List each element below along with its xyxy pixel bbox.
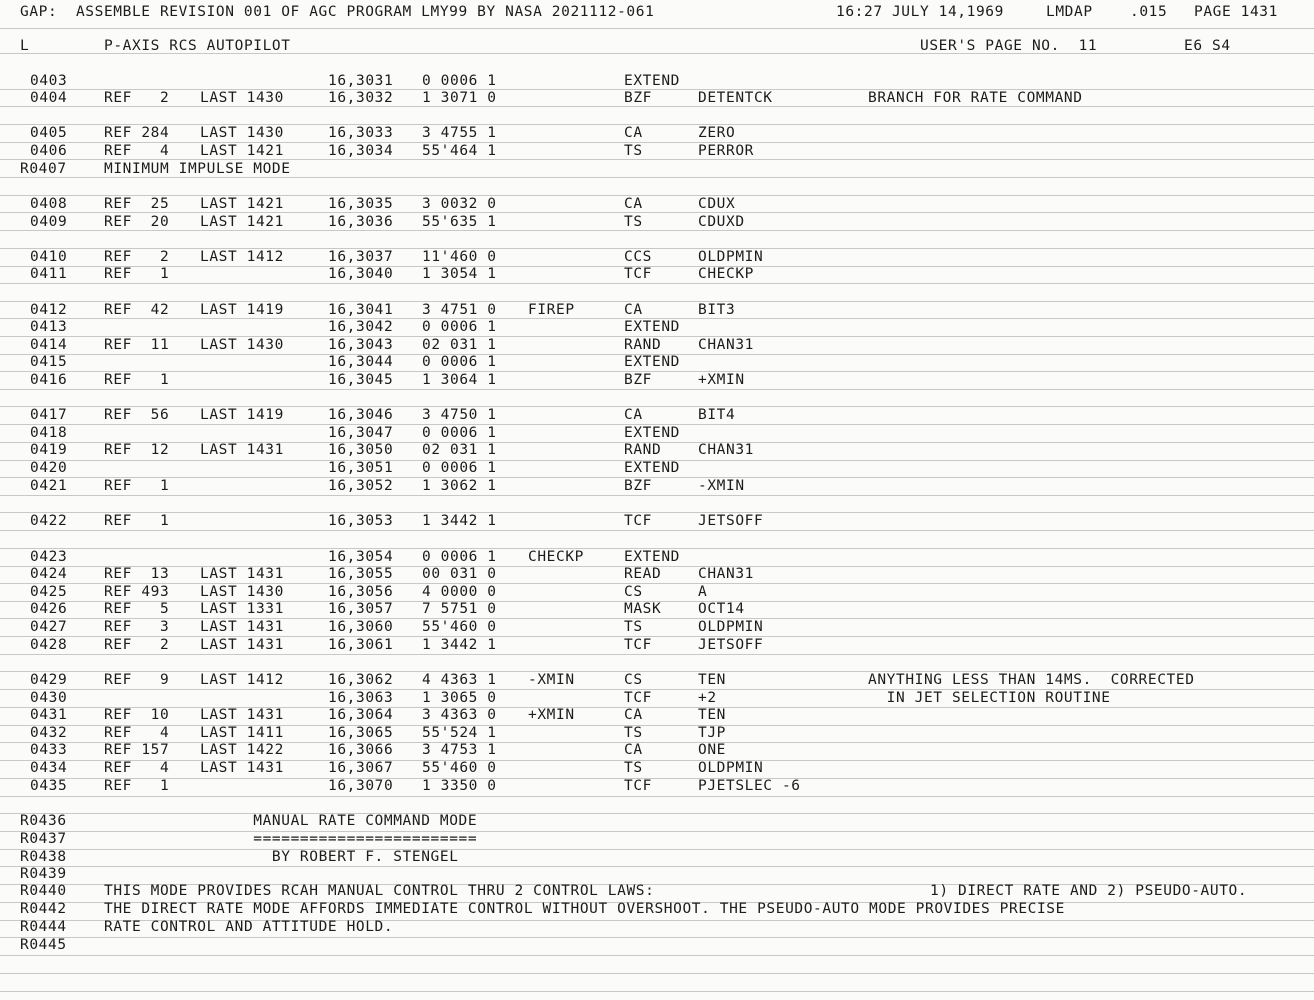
listing-word: 1 3071 0 <box>422 90 497 106</box>
listing-op: EXTEND <box>624 549 680 565</box>
listing-word: 3 4753 1 <box>422 742 497 758</box>
listing-addr: 16,3036 <box>328 214 394 230</box>
line-number: 0404 <box>30 90 68 106</box>
listing-word: 1 3064 1 <box>422 372 497 388</box>
subheader-marker: L <box>20 38 30 54</box>
listing-operand: PJETSLEC -6 <box>698 778 801 794</box>
listing-operand: ZERO <box>698 125 736 141</box>
ruled-line <box>0 142 1314 143</box>
ruled-line <box>0 248 1314 249</box>
listing-op: CS <box>624 672 643 688</box>
line-number: 0424 <box>30 566 68 582</box>
listing-ref: REF 20 <box>104 214 170 230</box>
listing-addr: 16,3062 <box>328 672 394 688</box>
listing-addr: 16,3061 <box>328 637 394 653</box>
listing-operand: TEN <box>698 707 726 723</box>
listing-addr: 16,3053 <box>328 513 394 529</box>
listing-operand: CHAN31 <box>698 566 754 582</box>
listing-addr: 16,3054 <box>328 549 394 565</box>
ruled-line <box>0 583 1314 584</box>
listing-addr: 16,3046 <box>328 407 394 423</box>
listing-ref: REF 3 <box>104 619 170 635</box>
listing-addr: 16,3031 <box>328 73 394 89</box>
listing-addr: 16,3032 <box>328 90 394 106</box>
listing-word: 00 031 0 <box>422 566 497 582</box>
listing-word: 0 0006 1 <box>422 425 497 441</box>
listing-op: BZF <box>624 90 652 106</box>
listing-word: 55'460 0 <box>422 619 497 635</box>
listing-op: CCS <box>624 249 652 265</box>
listing-word: 55'460 0 <box>422 760 497 776</box>
listing-ref: REF 9 <box>104 672 170 688</box>
listing-ref: REF 5 <box>104 601 170 617</box>
listing-op: CA <box>624 742 643 758</box>
header-program: LMDAP <box>1046 4 1093 20</box>
listing-operand: CHAN31 <box>698 337 754 353</box>
listing-addr: 16,3033 <box>328 125 394 141</box>
listing-addr: 16,3066 <box>328 742 394 758</box>
listing-ref: REF 4 <box>104 725 170 741</box>
listing-operand: CHAN31 <box>698 442 754 458</box>
line-number: 0415 <box>30 354 68 370</box>
listing-operand: OCT14 <box>698 601 745 617</box>
user-page-number: USER'S PAGE NO. 11 <box>920 38 1098 54</box>
listing-operand: CHECKP <box>698 266 754 282</box>
listing-op: EXTEND <box>624 354 680 370</box>
ruled-line <box>0 28 1314 29</box>
listing-operand: OLDPMIN <box>698 760 764 776</box>
listing-word: 55'524 1 <box>422 725 497 741</box>
ruled-line <box>0 89 1314 90</box>
listing-addr: 16,3064 <box>328 707 394 723</box>
ruled-line <box>0 530 1314 531</box>
line-number: R0440 <box>20 883 67 899</box>
listing-word: 0 0006 1 <box>422 460 497 476</box>
listing-word: 4 4363 1 <box>422 672 497 688</box>
listing-op: TS <box>624 725 643 741</box>
listing-addr: 16,3065 <box>328 725 394 741</box>
listing-word: 3 4750 1 <box>422 407 497 423</box>
listing-ref: REF 157 <box>104 742 170 758</box>
listing-op: READ <box>624 566 662 582</box>
line-number: 0409 <box>30 214 68 230</box>
listing-word: 0 0006 1 <box>422 319 497 335</box>
remark-tail: 1) DIRECT RATE AND 2) PSEUDO-AUTO. <box>930 883 1248 899</box>
line-number: R0436 <box>20 813 67 829</box>
listing-label: FIREP <box>528 302 575 318</box>
listing-op: TCF <box>624 690 652 706</box>
listing-last: LAST 1412 <box>200 249 284 265</box>
line-number: R0442 <box>20 901 67 917</box>
ruled-line <box>0 212 1314 213</box>
ruled-line <box>0 512 1314 513</box>
ruled-line <box>0 495 1314 496</box>
listing-addr: 16,3060 <box>328 619 394 635</box>
ruled-line <box>0 654 1314 655</box>
listing-addr: 16,3056 <box>328 584 394 600</box>
line-number: 0433 <box>30 742 68 758</box>
listing-addr: 16,3047 <box>328 425 394 441</box>
listing-operand: BIT3 <box>698 302 736 318</box>
line-number: 0410 <box>30 249 68 265</box>
listing-ref: REF 4 <box>104 143 170 159</box>
line-number: 0431 <box>30 707 68 723</box>
listing-ref: REF 10 <box>104 707 170 723</box>
listing-op: TS <box>624 214 643 230</box>
listing-word: 1 3350 0 <box>422 778 497 794</box>
listing-addr: 16,3037 <box>328 249 394 265</box>
line-number: 0429 <box>30 672 68 688</box>
listing-addr: 16,3051 <box>328 460 394 476</box>
listing-last: LAST 1431 <box>200 442 284 458</box>
section-title: P-AXIS RCS AUTOPILOT <box>104 38 291 54</box>
ruled-line <box>0 266 1314 267</box>
ruled-line <box>0 230 1314 231</box>
line-number: 0419 <box>30 442 68 458</box>
line-number: R0437 <box>20 831 67 847</box>
line-number: 0403 <box>30 73 68 89</box>
line-number: 0427 <box>30 619 68 635</box>
listing-last: LAST 1430 <box>200 90 284 106</box>
listing-label: +XMIN <box>528 707 575 723</box>
listing-addr: 16,3067 <box>328 760 394 776</box>
listing-operand: TJP <box>698 725 726 741</box>
ruled-line <box>0 106 1314 107</box>
listing-ref: REF 2 <box>104 90 170 106</box>
listing-op: CA <box>624 196 643 212</box>
listing-operand: JETSOFF <box>698 513 764 529</box>
listing-operand: JETSOFF <box>698 637 764 653</box>
ruled-line <box>0 991 1314 992</box>
ruled-line <box>0 742 1314 743</box>
line-number: R0445 <box>20 937 67 953</box>
listing-comment: IN JET SELECTION ROUTINE <box>868 690 1111 706</box>
listing-operand: +XMIN <box>698 372 745 388</box>
listing-word: 1 3065 0 <box>422 690 497 706</box>
listing-op: TCF <box>624 778 652 794</box>
ruled-line <box>0 371 1314 372</box>
listing-word: 3 0032 0 <box>422 196 497 212</box>
listing-op: EXTEND <box>624 73 680 89</box>
ruled-line <box>0 301 1314 302</box>
listing-addr: 16,3044 <box>328 354 394 370</box>
line-number: R0438 <box>20 849 67 865</box>
listing-addr: 16,3034 <box>328 143 394 159</box>
remark-text: MINIMUM IMPULSE MODE <box>104 161 291 177</box>
remark-text: RATE CONTROL AND ATTITUDE HOLD. <box>104 919 394 935</box>
listing-word: 55'635 1 <box>422 214 497 230</box>
line-number: 0414 <box>30 337 68 353</box>
listing-addr: 16,3035 <box>328 196 394 212</box>
line-number: 0406 <box>30 143 68 159</box>
ruled-line <box>0 618 1314 619</box>
listing-addr: 16,3055 <box>328 566 394 582</box>
ruled-line <box>0 796 1314 797</box>
header-code: .015 <box>1130 4 1168 20</box>
remark-text: BY ROBERT F. STENGEL <box>104 849 459 865</box>
line-number: 0435 <box>30 778 68 794</box>
ruled-line <box>0 866 1314 867</box>
listing-word: 02 031 1 <box>422 337 497 353</box>
listing-word: 1 3442 1 <box>422 513 497 529</box>
line-number: 0422 <box>30 513 68 529</box>
listing-word: 4 0000 0 <box>422 584 497 600</box>
listing-word: 0 0006 1 <box>422 549 497 565</box>
listing-last: LAST 1419 <box>200 302 284 318</box>
line-number: 0408 <box>30 196 68 212</box>
listing-op: CS <box>624 584 643 600</box>
listing-operand: ONE <box>698 742 726 758</box>
listing-last: LAST 1421 <box>200 143 284 159</box>
listing-op: EXTEND <box>624 460 680 476</box>
ruled-line <box>0 689 1314 690</box>
line-number: 0426 <box>30 601 68 617</box>
listing-last: LAST 1430 <box>200 337 284 353</box>
listing-operand: OLDPMIN <box>698 619 764 635</box>
listing-op: CA <box>624 707 643 723</box>
listing-addr: 16,3043 <box>328 337 394 353</box>
listing-addr: 16,3041 <box>328 302 394 318</box>
listing-word: 55'464 1 <box>422 143 497 159</box>
listing-word: 3 4755 1 <box>422 125 497 141</box>
listing-ref: REF 25 <box>104 196 170 212</box>
ruled-line <box>0 283 1314 284</box>
listing-op: CA <box>624 302 643 318</box>
listing-op: CA <box>624 125 643 141</box>
listing-last: LAST 1430 <box>200 584 284 600</box>
listing-last: LAST 1431 <box>200 707 284 723</box>
listing-ref: REF 4 <box>104 760 170 776</box>
line-number: 0418 <box>30 425 68 441</box>
ruled-line <box>0 760 1314 761</box>
listing-operand: +2 <box>698 690 717 706</box>
listing-op: MASK <box>624 601 662 617</box>
header-time-date: 16:27 JULY 14,1969 <box>836 4 1004 20</box>
listing-op: RAND <box>624 442 662 458</box>
listing-ref: REF 42 <box>104 302 170 318</box>
listing-operand: PERROR <box>698 143 754 159</box>
ruled-line <box>0 707 1314 708</box>
listing-label: CHECKP <box>528 549 584 565</box>
listing-word: 0 0006 1 <box>422 73 497 89</box>
line-number: 0428 <box>30 637 68 653</box>
ruled-line <box>0 477 1314 478</box>
listing-word: 1 3054 1 <box>422 266 497 282</box>
listing-operand: DETENTCK <box>698 90 773 106</box>
line-number: 0432 <box>30 725 68 741</box>
listing-last: LAST 1431 <box>200 566 284 582</box>
listing-ref: REF 493 <box>104 584 170 600</box>
line-number: 0405 <box>30 125 68 141</box>
listing-op: BZF <box>624 372 652 388</box>
ruled-line <box>0 725 1314 726</box>
listing-addr: 16,3045 <box>328 372 394 388</box>
line-number: 0430 <box>30 690 68 706</box>
listing-word: 0 0006 1 <box>422 354 497 370</box>
ruled-line <box>0 937 1314 938</box>
line-number: 0425 <box>30 584 68 600</box>
listing-word: 3 4363 0 <box>422 707 497 723</box>
listing-ref: REF 1 <box>104 478 170 494</box>
listing-op: EXTEND <box>624 425 680 441</box>
listing-ref: REF 284 <box>104 125 170 141</box>
ruled-line <box>0 406 1314 407</box>
listing-op: EXTEND <box>624 319 680 335</box>
listing-ref: REF 56 <box>104 407 170 423</box>
listing-word: 1 3062 1 <box>422 478 497 494</box>
listing-ref: REF 2 <box>104 249 170 265</box>
listing-last: LAST 1419 <box>200 407 284 423</box>
listing-comment: BRANCH FOR RATE COMMAND <box>868 90 1083 106</box>
ruled-line <box>0 955 1314 956</box>
listing-last: LAST 1331 <box>200 601 284 617</box>
listing-operand: TEN <box>698 672 726 688</box>
ruled-line <box>0 177 1314 178</box>
listing-addr: 16,3040 <box>328 266 394 282</box>
listing-ref: REF 11 <box>104 337 170 353</box>
ruled-line <box>0 636 1314 637</box>
line-number: R0439 <box>20 866 67 882</box>
listing-ref: REF 1 <box>104 778 170 794</box>
listing-addr: 16,3063 <box>328 690 394 706</box>
line-number: 0411 <box>30 266 68 282</box>
listing-addr: 16,3050 <box>328 442 394 458</box>
ruled-line <box>0 124 1314 125</box>
listing-ref: REF 12 <box>104 442 170 458</box>
listing-ref: REF 1 <box>104 266 170 282</box>
listing-last: LAST 1412 <box>200 672 284 688</box>
line-number: 0413 <box>30 319 68 335</box>
line-number: 0421 <box>30 478 68 494</box>
listing-addr: 16,3052 <box>328 478 394 494</box>
listing-word: 02 031 1 <box>422 442 497 458</box>
listing-op: TCF <box>624 513 652 529</box>
listing-ref: REF 13 <box>104 566 170 582</box>
listing-word: 7 5751 0 <box>422 601 497 617</box>
line-number: 0423 <box>30 549 68 565</box>
listing-op: TCF <box>624 266 652 282</box>
listing-ref: REF 2 <box>104 637 170 653</box>
listing-last: LAST 1422 <box>200 742 284 758</box>
line-number: R0407 <box>20 161 67 177</box>
subheader-ref: E6 S4 <box>1184 38 1231 54</box>
listing-operand: CDUXD <box>698 214 745 230</box>
listing-addr: 16,3057 <box>328 601 394 617</box>
line-number: 0416 <box>30 372 68 388</box>
listing-operand: BIT4 <box>698 407 736 423</box>
listing-ref: REF 1 <box>104 513 170 529</box>
ruled-line <box>0 973 1314 974</box>
line-number: 0434 <box>30 760 68 776</box>
ruled-line <box>0 195 1314 196</box>
line-number: 0417 <box>30 407 68 423</box>
listing-operand: -XMIN <box>698 478 745 494</box>
header-page-number: PAGE 1431 <box>1194 4 1278 20</box>
line-number: R0444 <box>20 919 67 935</box>
listing-last: LAST 1431 <box>200 637 284 653</box>
listing-last: LAST 1431 <box>200 619 284 635</box>
remark-text: MANUAL RATE COMMAND MODE <box>104 813 478 829</box>
header-title: GAP: ASSEMBLE REVISION 001 OF AGC PROGRAM LMY99 BY NASA 2021112-061 <box>20 4 655 20</box>
listing-last: LAST 1421 <box>200 214 284 230</box>
listing-last: LAST 1421 <box>200 196 284 212</box>
listing-last: LAST 1431 <box>200 760 284 776</box>
ruled-line <box>0 159 1314 160</box>
line-number: 0420 <box>30 460 68 476</box>
remark-text: ======================== <box>104 831 478 847</box>
listing-op: TS <box>624 143 643 159</box>
listing-operand: CDUX <box>698 196 736 212</box>
listing-op: BZF <box>624 478 652 494</box>
remark-text: THE DIRECT RATE MODE AFFORDS IMMEDIATE CONTROL WITHOUT OVERSHOOT. THE PSEUDO-AUTO MODE PROVIDES PRECISE <box>104 901 1065 917</box>
listing-word: 11'460 0 <box>422 249 497 265</box>
listing-op: CA <box>624 407 643 423</box>
listing-operand: A <box>698 584 708 600</box>
listing-last: LAST 1430 <box>200 125 284 141</box>
listing-op: TS <box>624 760 643 776</box>
listing-label: -XMIN <box>528 672 575 688</box>
listing-operand: OLDPMIN <box>698 249 764 265</box>
listing-addr: 16,3042 <box>328 319 394 335</box>
line-number: 0412 <box>30 302 68 318</box>
listing-word: 1 3442 1 <box>422 637 497 653</box>
listing-addr: 16,3070 <box>328 778 394 794</box>
listing-comment: ANYTHING LESS THAN 14MS. CORRECTED <box>868 672 1195 688</box>
listing-last: LAST 1411 <box>200 725 284 741</box>
listing-op: TCF <box>624 637 652 653</box>
listing-word: 3 4751 0 <box>422 302 497 318</box>
listing-op: RAND <box>624 337 662 353</box>
listing-ref: REF 1 <box>104 372 170 388</box>
listing-op: TS <box>624 619 643 635</box>
ruled-line <box>0 778 1314 779</box>
remark-text: THIS MODE PROVIDES RCAH MANUAL CONTROL THRU 2 CONTROL LAWS: <box>104 883 655 899</box>
ruled-line <box>0 389 1314 390</box>
